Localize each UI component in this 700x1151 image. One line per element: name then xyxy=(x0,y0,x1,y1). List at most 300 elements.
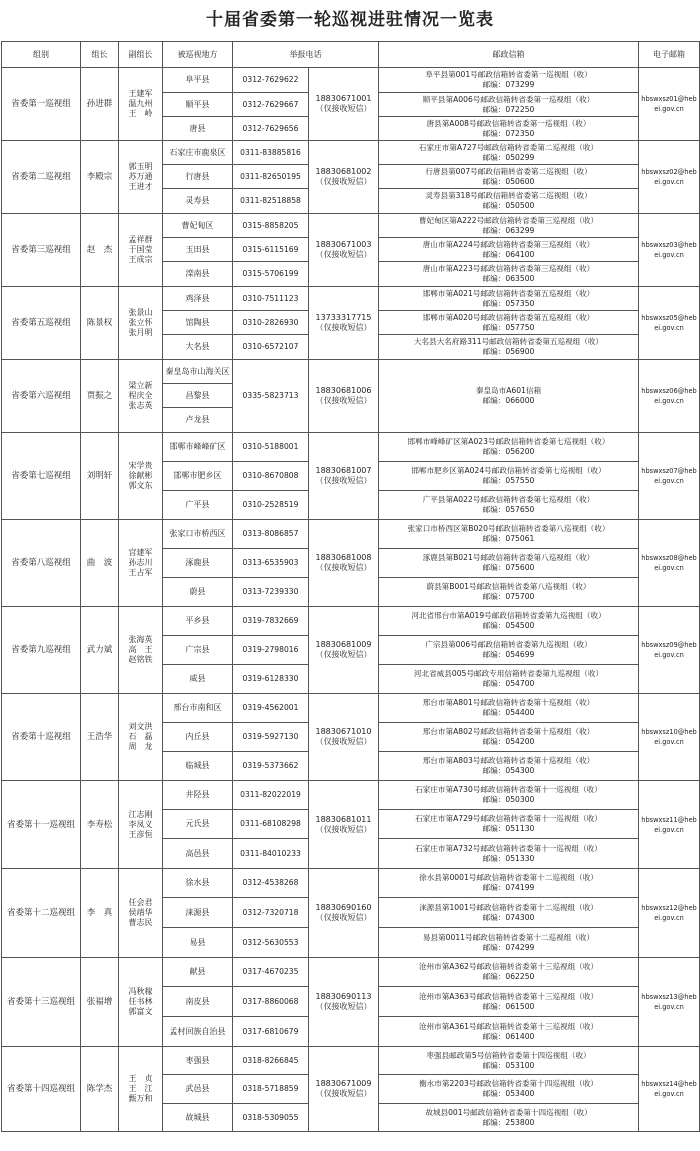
postal-mailbox xyxy=(379,665,639,694)
postal-mailbox xyxy=(379,694,639,723)
mailbox-line: 邯郸市第A020号邮政信箱转省委第五巡视组（收） xyxy=(422,312,595,322)
mailbox-line: 邢台市第A801号邮政信箱转省委第十巡视组（收） xyxy=(422,698,595,707)
header-group: 组别 xyxy=(2,42,81,68)
report-phone: 0311-83885816 xyxy=(233,141,309,165)
report-phone: 0319-7832669 xyxy=(233,607,309,636)
mailbox-line: 邮编：063299 xyxy=(482,225,535,235)
mailbox-line: 河北省邢台市第A019号邮政信箱转省委第九巡视组（收） xyxy=(411,611,606,620)
inspected-place: 邯郸市肥乡区 xyxy=(163,462,233,491)
table-row xyxy=(2,1047,700,1075)
group-deputies xyxy=(119,68,163,141)
deputy-name: 张志英 xyxy=(128,401,153,410)
inspected-place: 蔚县 xyxy=(163,578,233,607)
group-leader: 赵 杰 xyxy=(81,214,119,287)
table-row xyxy=(2,360,700,384)
deputy-name: 王进才 xyxy=(128,182,153,191)
email-address[interactable]: hbswxsz14@hebei.gov.cn xyxy=(639,1047,700,1132)
sms-number xyxy=(309,360,379,433)
sms-line: 18830690160 xyxy=(315,903,372,912)
postal-mailbox xyxy=(379,1017,639,1047)
postal-mailbox xyxy=(379,462,639,491)
report-phone: 0310-2826930 xyxy=(233,311,309,335)
mailbox-line: 邢台市第A803号邮政信箱转省委第十巡视组（收） xyxy=(422,756,595,765)
inspected-place: 邢台市南和区 xyxy=(163,694,233,723)
mailbox-line: 邮编：066000 xyxy=(482,396,535,405)
email-address[interactable]: hbswxsz11@hebei.gov.cn xyxy=(639,781,700,869)
mailbox-line: 邮编：054400 xyxy=(482,708,535,717)
group-name: 省委第三巡视组 xyxy=(2,214,81,287)
table-row xyxy=(2,68,700,93)
header-deputy: 副组长 xyxy=(119,42,163,68)
sms-line: 18830681007 xyxy=(315,466,372,475)
postal-mailbox xyxy=(379,723,639,752)
deputy-name: 郭富文 xyxy=(128,1007,153,1016)
email-address[interactable]: hbswxsz05@hebei.gov.cn xyxy=(639,287,700,360)
postal-mailbox xyxy=(379,335,639,360)
sms-line: （仅接收短信） xyxy=(315,476,372,485)
mailbox-line: 故城县001号邮政信箱转省委第十四巡视组（收） xyxy=(425,1107,592,1117)
postal-mailbox xyxy=(379,752,639,781)
report-phone: 0319-4562001 xyxy=(233,694,309,723)
mailbox-line: 邮编：050600 xyxy=(482,176,535,186)
group-name: 省委第一巡视组 xyxy=(2,68,81,141)
header-phone: 举报电话 xyxy=(233,42,379,68)
sms-number xyxy=(309,958,379,1047)
deputy-name: 王 贞 xyxy=(128,1074,153,1083)
sms-line: 18830681011 xyxy=(315,814,372,824)
inspected-place: 易县 xyxy=(163,928,233,958)
postal-mailbox xyxy=(379,549,639,578)
header-row xyxy=(2,42,700,68)
sms-line: （仅接收短信） xyxy=(315,396,372,405)
email-address[interactable]: hbswxsz07@hebei.gov.cn xyxy=(639,433,700,520)
inspected-place: 孟村回族自治县 xyxy=(163,1017,233,1047)
inspected-place: 张家口市桥西区 xyxy=(163,520,233,549)
inspected-place: 威县 xyxy=(163,665,233,694)
inspected-place: 大名县 xyxy=(163,335,233,360)
deputy-name: 甄万和 xyxy=(128,1094,153,1103)
inspected-place: 滦南县 xyxy=(163,262,233,287)
group-name: 省委第十巡视组 xyxy=(2,694,81,781)
mailbox-line: 行唐县第007号邮政信箱转省委第二巡视组（收） xyxy=(425,166,592,176)
postal-mailbox xyxy=(379,636,639,665)
group-name: 省委第八巡视组 xyxy=(2,520,81,607)
deputy-name: 王建军 xyxy=(128,89,153,98)
postal-mailbox xyxy=(379,869,639,898)
deputy-name: 张立怀 xyxy=(128,318,153,327)
sms-line: （仅接收短信） xyxy=(315,563,372,572)
postal-mailbox xyxy=(379,520,639,549)
table-row xyxy=(2,287,700,311)
header-mailbox: 邮政信箱 xyxy=(379,42,639,68)
inspected-place: 武邑县 xyxy=(163,1075,233,1104)
inspected-place: 临城县 xyxy=(163,752,233,781)
postal-mailbox xyxy=(379,189,639,214)
inspected-place: 顺平县 xyxy=(163,93,233,117)
deputy-name: 李凤义 xyxy=(128,819,153,829)
inspected-place: 卢龙县 xyxy=(163,408,233,433)
deputy-name: 王占军 xyxy=(128,568,153,577)
email-address[interactable]: hbswxsz12@hebei.gov.cn xyxy=(639,869,700,958)
report-phone: 0317-4670235 xyxy=(233,958,309,987)
postal-mailbox xyxy=(379,958,639,987)
mailbox-line: 邮编：074300 xyxy=(482,912,535,922)
report-phone: 0315-5706199 xyxy=(233,262,309,287)
mailbox-line: 邮编：054700 xyxy=(482,679,535,688)
group-name: 省委第五巡视组 xyxy=(2,287,81,360)
group-leader: 陈学杰 xyxy=(81,1047,119,1132)
report-phone: 0315-6115169 xyxy=(233,238,309,262)
postal-mailbox xyxy=(379,238,639,262)
mailbox-line: 衡水市第2203号邮政信箱转省委第十四巡视组（收） xyxy=(419,1079,598,1088)
report-phone: 0312-7320718 xyxy=(233,898,309,928)
table-row xyxy=(2,520,700,549)
report-phone: 0318-5309055 xyxy=(233,1104,309,1132)
mailbox-line: 邮编：064100 xyxy=(482,249,535,259)
mailbox-line: 沧州市第A363号邮政信箱转省委第十三巡视组（收） xyxy=(418,991,599,1001)
report-phone: 0317-8860068 xyxy=(233,987,309,1017)
email-address[interactable]: hbswxsz13@hebei.gov.cn xyxy=(639,958,700,1047)
sms-number xyxy=(309,1047,379,1132)
report-phone: 0312-4538268 xyxy=(233,869,309,898)
mailbox-line: 邮编：053400 xyxy=(482,1089,535,1098)
mailbox-line: 曹妃甸区第A222号邮政信箱转省委第三巡视组（收） xyxy=(418,215,599,225)
group-leader: 李殿宗 xyxy=(81,141,119,214)
sms-number xyxy=(309,694,379,781)
report-phone: 0311-84010233 xyxy=(233,839,309,869)
mailbox-line: 邮编：054500 xyxy=(482,621,535,630)
deputy-name: 刘文洪 xyxy=(128,722,153,731)
mailbox-line: 秦皇岛市A601信箱 xyxy=(475,386,542,395)
sms-line: （仅接收短信） xyxy=(315,824,372,834)
mailbox-line: 邮编：074299 xyxy=(482,942,535,952)
group-name: 省委第十一巡视组 xyxy=(2,781,81,869)
deputy-name: 张海英 xyxy=(128,635,153,644)
mailbox-line: 邮编：053100 xyxy=(482,1060,535,1070)
table-row xyxy=(2,869,700,898)
mailbox-line: 易县第0011号邮政信箱转省委第十二巡视组（收） xyxy=(422,932,595,942)
sms-line: 18830681006 xyxy=(315,386,372,395)
mailbox-line: 邮编：072250 xyxy=(482,104,535,114)
sms-line: 18830681008 xyxy=(315,553,372,562)
email-address[interactable]: hbswxsz03@hebei.gov.cn xyxy=(639,214,700,287)
group-leader: 刘明轩 xyxy=(81,433,119,520)
group-leader: 贾振之 xyxy=(81,360,119,433)
mailbox-line: 沧州市第A362号邮政信箱转省委第十三巡视组（收） xyxy=(418,962,599,971)
report-phone: 0310-8670808 xyxy=(233,462,309,491)
postal-mailbox xyxy=(379,287,639,311)
group-deputies xyxy=(119,694,163,781)
table-row xyxy=(2,607,700,636)
inspected-place: 井陉县 xyxy=(163,781,233,810)
mailbox-line: 张家口市桥西区第B020号邮政信箱转省委第八巡视组（收） xyxy=(407,524,610,533)
group-name: 省委第九巡视组 xyxy=(2,607,81,694)
deputy-name: 侯靖华 xyxy=(128,908,153,917)
deputy-name: 任会君 xyxy=(128,898,153,907)
group-deputies xyxy=(119,141,163,214)
mailbox-line: 唐山市第A224号邮政信箱转省委第三巡视组（收） xyxy=(422,239,595,249)
report-phone: 0313-7239330 xyxy=(233,578,309,607)
group-deputies xyxy=(119,287,163,360)
report-phone: 0315-8858205 xyxy=(233,214,309,238)
report-phone: 0312-7629622 xyxy=(233,68,309,93)
inspected-place: 平乡县 xyxy=(163,607,233,636)
sms-line: 18830681002 xyxy=(315,167,372,176)
postal-mailbox xyxy=(379,928,639,958)
email-address[interactable]: hbswxsz06@hebei.gov.cn xyxy=(639,360,700,433)
report-phone: 0312-7629656 xyxy=(233,117,309,141)
group-leader: 王浩华 xyxy=(81,694,119,781)
report-phone: 0310-7511123 xyxy=(233,287,309,311)
sms-number xyxy=(309,68,379,141)
report-phone: 0312-5630553 xyxy=(233,928,309,958)
deputy-name: 梁立新 xyxy=(128,381,153,390)
inspected-place: 唐县 xyxy=(163,117,233,141)
header-place: 被巡视地方 xyxy=(163,42,233,68)
inspected-place: 灵寿县 xyxy=(163,189,233,214)
deputy-name: 郭玉明 xyxy=(128,162,153,171)
deputy-name: 程庆全 xyxy=(128,391,153,400)
postal-mailbox xyxy=(379,214,639,238)
mailbox-line: 涞源县第1001号邮政信箱转省委第十二巡视组（收） xyxy=(419,902,598,912)
deputy-name: 苏万通 xyxy=(128,172,153,181)
inspected-place: 高邑县 xyxy=(163,839,233,869)
mailbox-line: 邮编：061500 xyxy=(482,1001,535,1011)
postal-mailbox xyxy=(379,810,639,839)
table-row xyxy=(2,694,700,723)
mailbox-line: 邮编：057350 xyxy=(482,298,535,308)
deputy-name: 曹志民 xyxy=(128,918,153,927)
mailbox-line: 石家庄市第A729号邮政信箱转省委第十一巡视组（收） xyxy=(415,814,602,823)
mailbox-line: 沧州市第A361号邮政信箱转省委第十三巡视组（收） xyxy=(418,1021,599,1031)
deputy-name: 孙志川 xyxy=(128,558,153,567)
group-leader: 曲 波 xyxy=(81,520,119,607)
postal-mailbox xyxy=(379,781,639,810)
mailbox-line: 邮编：054200 xyxy=(482,737,535,746)
mailbox-line: 石家庄市第A732号邮政信箱转省委第十一巡视组（收） xyxy=(415,843,602,853)
deputy-name: 江志刚 xyxy=(128,809,153,819)
inspected-place: 内丘县 xyxy=(163,723,233,752)
postal-mailbox xyxy=(379,165,639,189)
report-phone: 0311-82518858 xyxy=(233,189,309,214)
sms-number xyxy=(309,869,379,958)
mailbox-line: 灵寿县第318号邮政信箱转省委第二巡视组（收） xyxy=(425,191,592,200)
mailbox-line: 邮编：050500 xyxy=(482,201,535,210)
postal-mailbox xyxy=(379,987,639,1017)
page-title: 十届省委第一轮巡视进驻情况一览表 xyxy=(206,10,494,30)
report-phone: 0313-8086857 xyxy=(233,520,309,549)
mailbox-line: 邮编：063500 xyxy=(482,274,535,283)
sms-line: 18830690113 xyxy=(315,992,372,1001)
mailbox-line: 唐山市第A223号邮政信箱转省委第三巡视组（收） xyxy=(422,264,595,273)
deputy-name: 冯秋稼 xyxy=(128,987,153,996)
group-deputies xyxy=(119,869,163,958)
report-phone: 0335-5823713 xyxy=(233,360,309,433)
sms-line: 18830671010 xyxy=(315,727,372,736)
mailbox-line: 邯郸市肥乡区第A024号邮政信箱转省委第七巡视组（收） xyxy=(411,466,606,475)
report-phone: 0310-6572107 xyxy=(233,335,309,360)
header-email: 电子邮箱 xyxy=(639,42,700,68)
mailbox-line: 邮编：253800 xyxy=(482,1117,535,1127)
postal-mailbox xyxy=(379,898,639,928)
mailbox-line: 邮编：075700 xyxy=(482,592,535,601)
mailbox-line: 石家庄市第A727号邮政信箱转省委第二巡视组（收） xyxy=(418,142,599,152)
inspected-place: 行唐县 xyxy=(163,165,233,189)
mailbox-line: 邮编：057550 xyxy=(482,476,535,485)
deputy-name: 高 王 xyxy=(128,645,153,654)
sms-number xyxy=(309,287,379,360)
postal-mailbox xyxy=(379,1047,639,1075)
group-leader: 孙进群 xyxy=(81,68,119,141)
mailbox-line: 邮编：054300 xyxy=(482,766,535,775)
deputy-name: 任书林 xyxy=(128,997,153,1006)
sms-line: 18830671009 xyxy=(315,1079,372,1088)
postal-mailbox xyxy=(379,1104,639,1132)
mailbox-line: 邮编：054699 xyxy=(482,650,535,659)
postal-mailbox xyxy=(379,311,639,335)
inspected-place: 献县 xyxy=(163,958,233,987)
deputy-name: 石 磊 xyxy=(128,732,153,741)
group-leader: 李 真 xyxy=(81,869,119,958)
deputy-name: 周 龙 xyxy=(128,742,153,751)
email-address[interactable]: hbswxsz08@hebei.gov.cn xyxy=(639,520,700,607)
deputy-name: 孟祥群 xyxy=(128,235,153,244)
report-phone: 0311-82022019 xyxy=(233,781,309,810)
inspected-place: 南皮县 xyxy=(163,987,233,1017)
group-deputies xyxy=(119,520,163,607)
mailbox-line: 邮编：051130 xyxy=(482,824,535,833)
group-deputies xyxy=(119,607,163,694)
deputy-name: 温九州 xyxy=(128,99,153,108)
postal-mailbox xyxy=(379,360,639,433)
mailbox-line: 邮编：050300 xyxy=(482,795,535,804)
email-address[interactable]: hbswxsz10@hebei.gov.cn xyxy=(639,694,700,781)
email-address[interactable]: hbswxsz02@hebei.gov.cn xyxy=(639,141,700,214)
mailbox-line: 广宗县第006号邮政信箱转省委第九巡视组（收） xyxy=(425,640,592,649)
deputy-name: 张月明 xyxy=(128,328,153,337)
mailbox-line: 徐水县第0001号邮政信箱转省委第十二巡视组（收） xyxy=(419,873,598,882)
sms-line: 18830671003 xyxy=(315,240,372,249)
inspected-place: 故城县 xyxy=(163,1104,233,1132)
group-name: 省委第七巡视组 xyxy=(2,433,81,520)
postal-mailbox xyxy=(379,93,639,117)
group-deputies xyxy=(119,1047,163,1132)
mailbox-line: 广平县第A022号邮政信箱转省委第七巡视组（收） xyxy=(422,495,595,504)
mailbox-line: 邮编：075600 xyxy=(482,563,535,572)
sms-line: （仅接收短信） xyxy=(315,177,372,186)
email-address[interactable]: hbswxsz09@hebei.gov.cn xyxy=(639,607,700,694)
mailbox-line: 涿鹿县第B021号邮政信箱转省委第八巡视组（收） xyxy=(422,553,595,562)
deputy-name: 赵铭铁 xyxy=(128,655,153,664)
mailbox-line: 邮编：075061 xyxy=(482,534,535,543)
sms-number xyxy=(309,141,379,214)
mailbox-line: 邮编：074199 xyxy=(482,883,535,892)
mailbox-line: 邮编：057650 xyxy=(482,505,535,514)
group-deputies xyxy=(119,433,163,520)
report-phone: 0310-5188001 xyxy=(233,433,309,462)
postal-mailbox xyxy=(379,607,639,636)
report-phone: 0319-2798016 xyxy=(233,636,309,665)
mailbox-line: 石家庄市第A730号邮政信箱转省委第十一巡视组（收） xyxy=(415,785,602,794)
mailbox-line: 河北省威县005号邮政专用信箱转省委第九巡视组（收） xyxy=(413,669,604,678)
inspected-place: 玉田县 xyxy=(163,238,233,262)
group-leader: 张福增 xyxy=(81,958,119,1047)
sms-line: （仅接收短信） xyxy=(315,1089,372,1098)
mailbox-line: 邮编：056900 xyxy=(482,347,535,356)
inspected-place: 广平县 xyxy=(163,491,233,520)
sms-line: 18830681009 xyxy=(315,640,372,649)
mailbox-line: 唐县第A008号邮政信箱转省委第一巡视组（收） xyxy=(426,118,591,128)
report-phone: 0318-8266845 xyxy=(233,1047,309,1075)
postal-mailbox xyxy=(379,141,639,165)
report-phone: 0310-2528519 xyxy=(233,491,309,520)
sms-number xyxy=(309,214,379,287)
deputy-name: 王成宗 xyxy=(128,255,153,264)
group-leader: 李寿松 xyxy=(81,781,119,869)
group-name: 省委第二巡视组 xyxy=(2,141,81,214)
deputy-name: 于国莹 xyxy=(128,245,153,254)
inspected-place: 石家庄市鹿泉区 xyxy=(163,141,233,165)
postal-mailbox xyxy=(379,578,639,607)
group-deputies xyxy=(119,214,163,287)
mailbox-line: 邮编：056200 xyxy=(482,447,535,456)
report-phone: 0311-68108298 xyxy=(233,810,309,839)
report-phone: 0319-5373662 xyxy=(233,752,309,781)
email-address[interactable]: hbswxsz01@hebei.gov.cn xyxy=(639,68,700,141)
table-row xyxy=(2,781,700,810)
deputy-name: 王 岭 xyxy=(128,109,153,118)
sms-line: 18830671001 xyxy=(315,94,372,103)
inspected-place: 阜平县 xyxy=(163,68,233,93)
sms-number xyxy=(309,607,379,694)
group-leader: 武力斌 xyxy=(81,607,119,694)
report-phone: 0317-6810679 xyxy=(233,1017,309,1047)
report-phone: 0319-5927130 xyxy=(233,723,309,752)
sms-line: 13733317715 xyxy=(315,313,372,322)
inspected-place: 馆陶县 xyxy=(163,311,233,335)
table-row xyxy=(2,141,700,165)
table-row xyxy=(2,433,700,462)
deputy-name: 王彦恒 xyxy=(128,829,153,839)
sms-number xyxy=(309,781,379,869)
group-name: 省委第六巡视组 xyxy=(2,360,81,433)
report-phone: 0319-6128330 xyxy=(233,665,309,694)
sms-line: （仅接收短信） xyxy=(315,250,372,259)
deputy-name: 张景山 xyxy=(128,308,153,317)
sms-line: （仅接收短信） xyxy=(315,737,372,746)
mailbox-line: 邯郸市峰峰矿区第A023号邮政信箱转省委第七巡视组（收） xyxy=(407,437,610,446)
report-phone: 0318-5718859 xyxy=(233,1075,309,1104)
report-phone: 0313-6535903 xyxy=(233,549,309,578)
inspected-place: 元氏县 xyxy=(163,810,233,839)
report-phone: 0312-7629667 xyxy=(233,93,309,117)
mailbox-line: 顺平县第A006号邮政信箱转省委第一巡视组（收） xyxy=(422,94,595,104)
group-deputies xyxy=(119,781,163,869)
mailbox-line: 邮编：072350 xyxy=(482,128,535,138)
postal-mailbox xyxy=(379,262,639,287)
deputy-name: 徐献彬 xyxy=(128,471,153,480)
mailbox-line: 邮编：062250 xyxy=(482,972,535,981)
sms-number xyxy=(309,433,379,520)
inspected-place: 枣强县 xyxy=(163,1047,233,1075)
postal-mailbox xyxy=(379,1075,639,1104)
inspected-place: 鸡泽县 xyxy=(163,287,233,311)
deputy-name: 宫建军 xyxy=(128,548,153,557)
deputy-name: 王 江 xyxy=(128,1084,153,1093)
inspected-place: 秦皇岛市山海关区 xyxy=(163,360,233,384)
inspected-place: 昌黎县 xyxy=(163,384,233,408)
inspected-place: 广宗县 xyxy=(163,636,233,665)
